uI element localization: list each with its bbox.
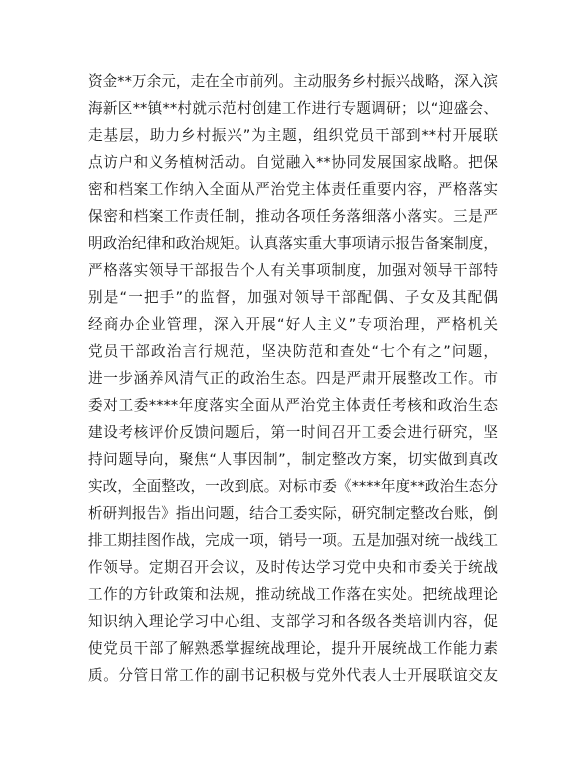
body-paragraph: [88, 68, 498, 689]
text-line: 委对工委****年度落实全面从严治党主体责任考核和政治生态: [88, 397, 498, 414]
text-line: 析研判报告》指出问题，结合工委实际，研究制定整改台账，倒: [88, 505, 498, 522]
text-line: 实改，全面整改，一改到底。对标市委《****年度**政治生态分: [88, 478, 498, 495]
text-line: 资金**万余元，走在全市前列。主动服务乡村振兴战略，深入滨: [88, 73, 498, 90]
text-line: 别是“一把手”的监督，加强对领导干部配偶、子女及其配偶: [88, 289, 498, 306]
text-line: 进一步涵养风清气正的政治生态。四是严肃开展整改工作。市: [88, 370, 498, 387]
text-line: 工作的方针政策和法规，推动统战工作落在实处。把统战理论: [88, 586, 498, 603]
text-line: 质。分管日常工作的副书记积极与党外代表人士开展联谊交友: [88, 667, 498, 684]
text-line: 作领导。定期召开会议，及时传达学习党中央和市委关于统战: [88, 559, 498, 576]
text-line: 建设考核评价反馈问题后，第一时间召开工委会进行研究，坚: [88, 424, 498, 441]
text-line: 保密和档案工作责任制，推动各项任务落细落小落实。三是严: [88, 208, 498, 225]
text-line: 海新区**镇**村就示范村创建工作进行专题调研；以“迎盛会、: [88, 100, 498, 117]
text-line: 排工期挂图作战，完成一项，销号一项。五是加强对统一战线工: [88, 532, 498, 549]
text-line: 严格落实领导干部报告个人有关事项制度，加强对领导干部特: [88, 262, 498, 279]
text-line: 点访户和义务植树活动。自觉融入**协同发展国家战略。把保: [88, 154, 498, 171]
text-line: 密和档案工作纳入全面从严治党主体责任重要内容，严格落实: [88, 181, 498, 198]
text-line: 知识纳入理论学习中心组、支部学习和各级各类培训内容，促: [88, 613, 498, 630]
text-line: 经商办企业管理，深入开展“好人主义”专项治理，严格机关: [88, 316, 498, 333]
text-line: 走基层，助力乡村振兴”为主题，组织党员干部到**村开展联: [88, 127, 498, 144]
text-line: 使党员干部了解熟悉掌握统战理论，提升开展统战工作能力素: [88, 640, 498, 657]
text-line: 持问题导向，聚焦“人事因制”，制定整改方案，切实做到真改: [88, 451, 498, 468]
text-line: 明政治纪律和政治规矩。认真落实重大事项请示报告备案制度，: [88, 235, 498, 252]
text-line: 党员干部政治言行规范，坚决防范和查处“七个有之”问题，: [88, 343, 498, 360]
